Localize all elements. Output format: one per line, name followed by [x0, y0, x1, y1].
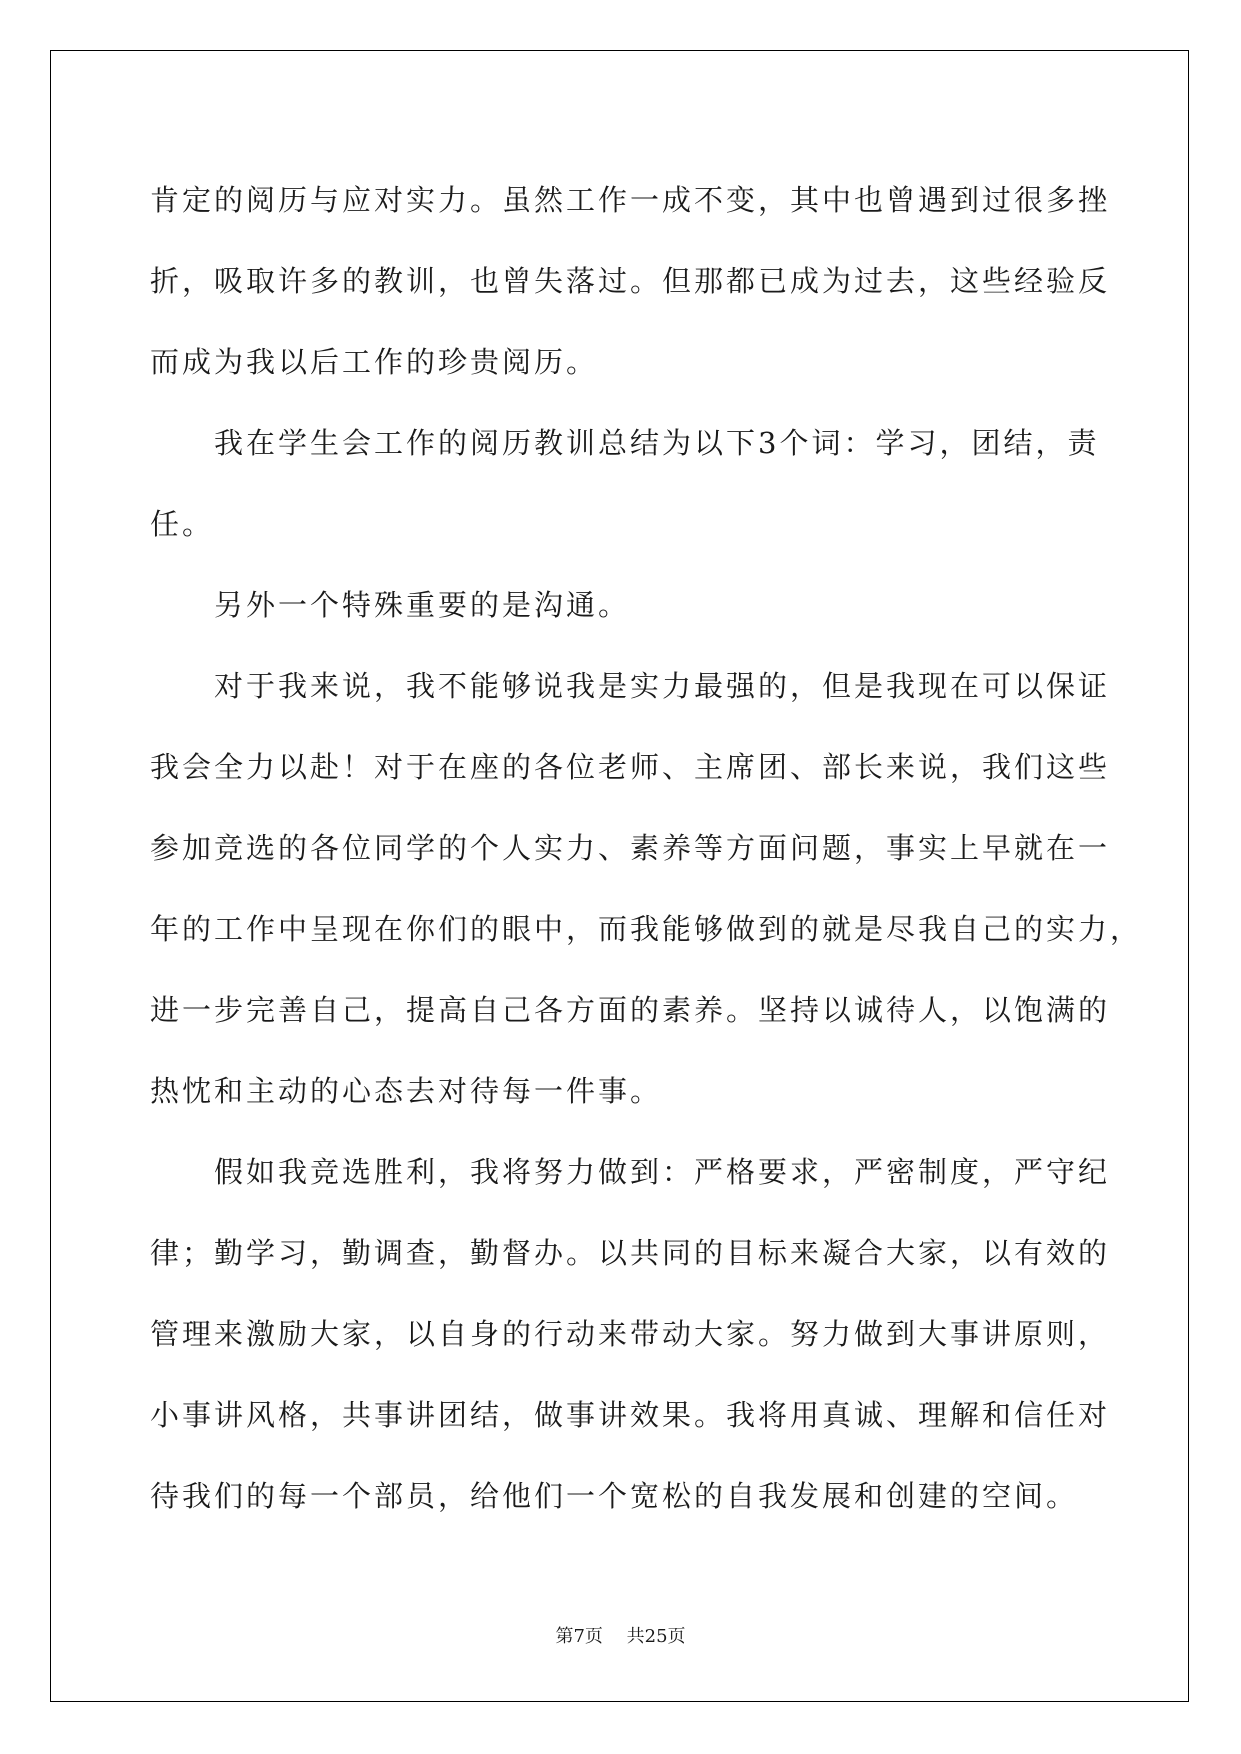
text-line: 小事讲风格，共事讲团结，做事讲效果。我将用真诚、理解和信任对: [150, 1398, 1111, 1432]
text-line: 参加竞选的各位同学的个人实力、素养等方面问题，事实上早就在一: [150, 831, 1111, 865]
text-line: 待我们的每一个部员，给他们一个宽松的自我发展和创建的空间。: [150, 1479, 1079, 1513]
text-line: 肯定的阅历与应对实力。虽然工作一成不变，其中也曾遇到过很多挫: [150, 183, 1111, 217]
text-line: 我在学生会工作的阅历教训总结为以下3个词：学习，团结，责: [214, 426, 1100, 460]
page-number: 第7页: [555, 1626, 603, 1647]
document-body: [150, 160, 1143, 1537]
page-footer: [0, 1622, 1241, 1648]
text-line: 年的工作中呈现在你们的眼中，而我能够做到的就是尽我自己的实力，: [150, 912, 1143, 946]
text-line: 我会全力以赴！对于在座的各位老师、主席团、部长来说，我们这些: [150, 750, 1111, 784]
text-line: 折，吸取许多的教训，也曾失落过。但那都已成为过去，这些经验反: [150, 264, 1111, 298]
text-line: 另外一个特殊重要的是沟通。: [214, 588, 631, 622]
text-line: 而成为我以后工作的珍贵阅历。: [150, 345, 599, 379]
text-line: 任。: [150, 507, 215, 541]
text-line: 律；勤学习，勤调查，勤督办。以共同的目标来凝合大家，以有效的: [150, 1236, 1111, 1270]
text-line: 对于我来说，我不能够说我是实力最强的，但是我现在可以保证: [214, 669, 1111, 703]
page-total: 共25页: [626, 1626, 686, 1647]
text-line: 进一步完善自己，提高自己各方面的素养。坚持以诚待人，以饱满的: [150, 993, 1111, 1027]
text-line: 管理来激励大家，以自身的行动来带动大家。努力做到大事讲原则，: [150, 1317, 1111, 1351]
text-line: 假如我竞选胜利，我将努力做到：严格要求，严密制度，严守纪: [214, 1155, 1111, 1189]
text-line: 热忱和主动的心态去对待每一件事。: [150, 1074, 663, 1108]
